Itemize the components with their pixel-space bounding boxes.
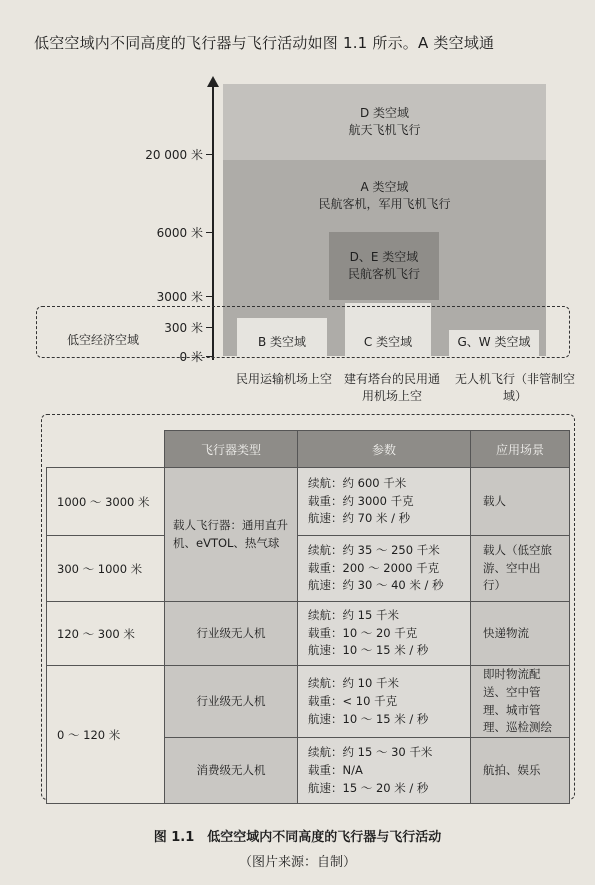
aircraft-params	[298, 666, 471, 738]
aircraft-params	[298, 602, 471, 666]
header-aircraft-type: 飞行器类型	[165, 431, 298, 468]
tick-label-0: 0 米	[179, 350, 203, 364]
table-header-row	[47, 431, 570, 468]
param-payload: 载重：约 3000 千克	[308, 493, 414, 508]
airspace-b-name: B 类空域	[257, 334, 307, 349]
airspace-a-desc: 民航客机，军用飞机飞行	[318, 197, 451, 211]
altitude-range: 1000 ～ 3000 米	[47, 468, 165, 536]
param-payload: 载重：< 10 千克	[308, 693, 398, 708]
altitude-range: 120 ～ 300 米	[47, 602, 165, 666]
param-range: 续航：约 10 千米	[308, 675, 399, 690]
altitude-range: 300 ～ 1000 米	[47, 536, 165, 602]
tick-label-3000: 3000 米	[156, 290, 203, 304]
aircraft-type: 载人飞行器：通用直升机、eVTOL、热气球	[165, 468, 298, 602]
aircraft-params	[298, 738, 471, 804]
tick-label-20000: 20 000 米	[145, 148, 203, 162]
tick-label-6000: 6000 米	[156, 226, 203, 240]
scenario: 即时物流配送、空中管理、城市管理、巡检测绘	[471, 666, 570, 738]
table-row	[47, 468, 570, 536]
tick-label-300: 300 米	[164, 321, 203, 335]
tick-mark	[206, 154, 213, 155]
param-range: 续航：约 15 ～ 30 千米	[308, 745, 433, 760]
intro-text: 低空空域内不同高度的飞行器与飞行活动如图 1.1 所示。A 类空域通	[34, 34, 495, 52]
param-speed: 航速：10 ～ 15 米 / 秒	[308, 711, 429, 726]
param-range: 续航：约 15 千米	[308, 607, 399, 622]
param-speed: 航速：10 ～ 15 米 / 秒	[308, 643, 429, 658]
airspace-c-name: C 类空域	[363, 334, 413, 349]
scenario: 快递物流	[471, 602, 570, 666]
param-payload: 载重：200 ～ 2000 千克	[308, 560, 440, 575]
header-scenario: 应用场景	[471, 431, 570, 468]
param-speed: 航速：约 70 米 / 秒	[308, 511, 411, 526]
tick-mark	[206, 232, 213, 233]
axis-arrow-icon	[207, 76, 219, 87]
table-row	[47, 602, 570, 666]
airspace-a	[223, 160, 546, 232]
aircraft-type: 消费级无人机	[165, 738, 298, 804]
scenario: 载人	[471, 468, 570, 536]
category-label-general-airport: 建有塔台的民用通用机场上空	[343, 372, 440, 403]
category-label-uav: 无人机飞行（非管制空域）	[454, 372, 575, 403]
airspace-de	[329, 232, 439, 300]
param-payload: 载重：10 ～ 20 千克	[308, 625, 418, 640]
scenario: 载人（低空旅游、空中出行）	[471, 536, 570, 602]
aircraft-table	[46, 430, 570, 804]
category-label-transport-airport: 民用运输机场上空	[235, 372, 332, 386]
header-blank	[47, 431, 165, 468]
table-row	[47, 536, 570, 602]
aircraft-params	[298, 468, 471, 536]
param-range: 续航：约 35 ～ 250 千米	[308, 542, 440, 557]
param-payload: 载重：N/A	[308, 762, 363, 777]
airspace-gw-name: G、W 类空域	[457, 335, 531, 350]
header-params: 参数	[298, 431, 471, 468]
figure-caption: 图 1.1 低空空域内不同高度的飞行器与飞行活动	[153, 830, 442, 845]
airspace-d-name: D 类空域	[359, 105, 410, 120]
aircraft-type: 行业级无人机	[165, 602, 298, 666]
scenario: 航拍、娱乐	[471, 738, 570, 804]
airspace-d-desc: 航天飞机飞行	[348, 123, 421, 137]
tick-mark	[206, 296, 213, 297]
airspace-d	[223, 84, 546, 160]
low-altitude-economy-label: 低空经济空域	[50, 328, 156, 350]
altitude-range: 0 ～ 120 米	[47, 666, 165, 804]
aircraft-params	[298, 536, 471, 602]
aircraft-type: 行业级无人机	[165, 666, 298, 738]
airspace-a-name: A 类空域	[360, 179, 409, 194]
param-speed: 航速：15 ～ 20 米 / 秒	[308, 780, 429, 795]
table-row	[47, 666, 570, 738]
figure-source: （图片来源：自制）	[238, 855, 356, 870]
airspace-de-desc: 民航客机飞行	[347, 267, 420, 281]
param-range: 续航：约 600 千米	[308, 475, 407, 490]
airspace-de-name: D、E 类空域	[349, 249, 419, 264]
param-speed: 航速：约 30 ～ 40 米 / 秒	[308, 578, 444, 593]
